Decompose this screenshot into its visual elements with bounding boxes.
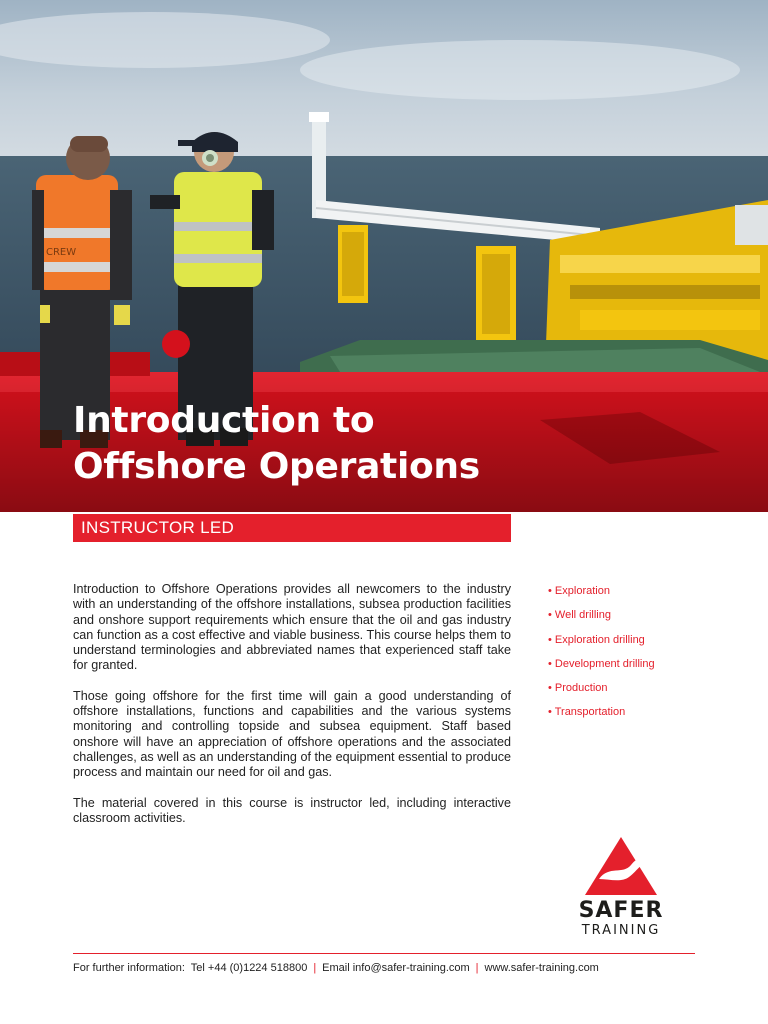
- safer-training-logo: [560, 835, 682, 945]
- page-title: [73, 398, 480, 490]
- title-line-1: Introduction to: [73, 400, 375, 441]
- footer-website-link[interactable]: www.safer-training.com: [484, 962, 599, 974]
- title-line-2: Offshore Operations: [73, 446, 480, 487]
- vest-label: CREW: [46, 247, 77, 258]
- safer-triangle-icon: [583, 835, 659, 897]
- description-paragraph-2: Those going offshore for the first time will gain a good understanding of offshore installations, functions and capabilities and the various systems monitoring and controlling topside and subsea equipment. Staff based onshore will have an appreciation of offshore operations and the associated challenges, as well as an understanding of the equipment essential to produce process and maintain our need for oil and gas.: [73, 688, 511, 780]
- footer-contact: For further information: Tel +44 (0)1224 518800 | Email info@safer-training.com | www.safer-training.com: [73, 962, 599, 974]
- footer-telephone: Tel +44 (0)1224 518800: [190, 962, 308, 974]
- footer-info-label: For further information:: [73, 962, 185, 974]
- topic-item-development-drilling: • Development drilling: [548, 656, 655, 680]
- topic-item-production: • Production: [548, 680, 655, 704]
- logo-name: SAFER: [578, 898, 664, 923]
- topic-item-transportation: • Transportation: [548, 704, 655, 728]
- course-description: [73, 582, 511, 841]
- topic-item-exploration-drilling: • Exploration drilling: [548, 632, 655, 656]
- description-paragraph-3: The material covered in this course is instructor led, including interactive classroom activities.: [73, 795, 511, 825]
- topic-item-well-drilling: • Well drilling: [548, 607, 655, 631]
- topic-item-exploration: • Exploration: [548, 583, 655, 607]
- description-paragraph-1: Introduction to Offshore Operations provides all newcomers to the industry with an understanding of the offshore installations, subsea production facilities and onshore support requirements which ensure that the oil and gas industry can function as a cost effective and viable business. This course helps them to understand terminologies and abbreviated names that experienced staff take for granted.: [73, 582, 511, 673]
- logo-subtitle: TRAINING: [581, 923, 661, 938]
- footer-divider: [73, 953, 695, 954]
- footer-email-link[interactable]: Email info@safer-training.com: [322, 962, 470, 974]
- instructor-led-tag: INSTRUCTOR LED: [73, 514, 511, 542]
- topic-list: [548, 583, 655, 729]
